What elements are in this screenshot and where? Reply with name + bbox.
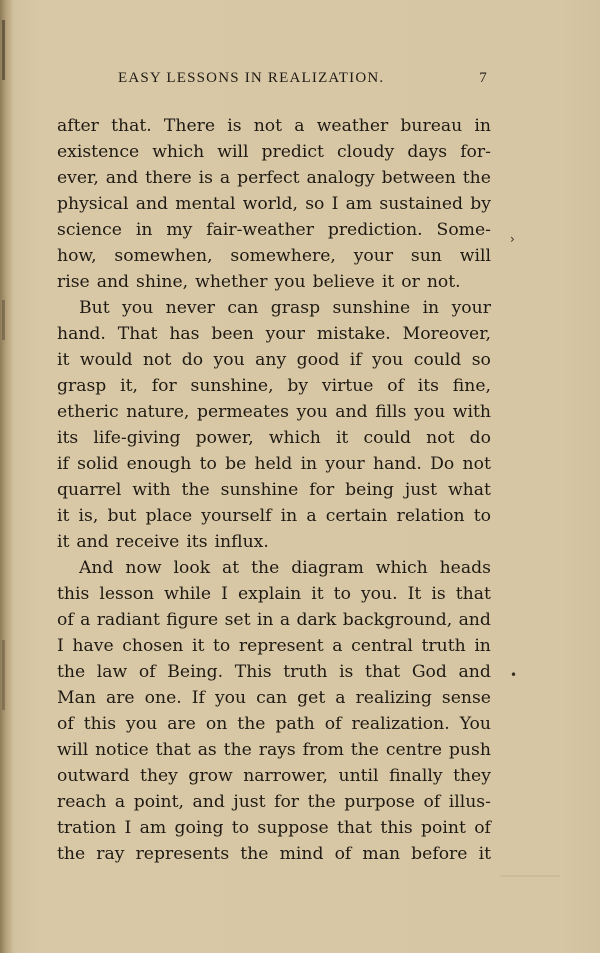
text-line: the ray represents the mind of man before it bbox=[57, 844, 491, 864]
text-line: Man are one. If you can get a realizing sense bbox=[57, 688, 491, 708]
text-line: etheric nature, permeates you and fills you with bbox=[57, 402, 491, 422]
text-line: it and receive its influx. bbox=[57, 532, 269, 552]
text-line: tration I am going to suppose that this point of bbox=[57, 818, 491, 838]
page-edge-shadow bbox=[2, 300, 5, 340]
running-title: EASY LESSONS IN REALIZATION. bbox=[118, 70, 385, 86]
text-line: physical and mental world, so I am sustained by bbox=[57, 194, 491, 214]
text-line: grasp it, for sunshine, by virtue of its fine, bbox=[57, 376, 491, 396]
text-line: how, somewhen, somewhere, your sun will bbox=[57, 246, 491, 266]
paper-stain bbox=[500, 875, 560, 877]
page-edge-shadow bbox=[2, 640, 5, 710]
text-line: existence which will predict cloudy days for- bbox=[57, 142, 491, 162]
text-line: of a radiant figure set in a dark background, and bbox=[57, 610, 491, 630]
text-line: But you never can grasp sunshine in your bbox=[79, 298, 491, 318]
text-line: ever, and there is a perfect analogy between the bbox=[57, 168, 491, 188]
text-line: will notice that as the rays from the centre push bbox=[57, 740, 491, 760]
text-line: I have chosen it to represent a central truth in bbox=[57, 636, 491, 656]
text-line: after that. There is not a weather bureau in bbox=[57, 116, 491, 136]
text-line: this lesson while I explain it to you. It is that bbox=[57, 584, 491, 604]
text-line: it would not do you any good if you could so bbox=[57, 350, 491, 370]
text-line: rise and shine, whether you believe it or not. bbox=[57, 272, 461, 292]
text-line: its life-giving power, which it could not do bbox=[57, 428, 491, 448]
margin-mark: › bbox=[510, 232, 515, 246]
text-line: the law of Being. This truth is that God and bbox=[57, 662, 491, 682]
text-line: outward they grow narrower, until finally they bbox=[57, 766, 491, 786]
text-line: hand. That has been your mistake. Moreover, bbox=[57, 324, 491, 344]
text-line: quarrel with the sunshine for being just what bbox=[57, 480, 491, 500]
margin-mark: • bbox=[510, 668, 518, 682]
text-line: of this you are on the path of realization. You bbox=[57, 714, 491, 734]
page-number: 7 bbox=[479, 70, 488, 86]
body-text bbox=[57, 113, 491, 867]
text-line: reach a point, and just for the purpose of illus- bbox=[57, 792, 491, 812]
page-edge-shadow bbox=[2, 20, 5, 80]
running-header bbox=[104, 70, 494, 92]
text-line: if solid enough to be held in your hand. Do not bbox=[57, 454, 491, 474]
text-line: it is, but place yourself in a certain relation to bbox=[57, 506, 491, 526]
text-line: And now look at the diagram which heads bbox=[79, 558, 491, 578]
text-line: science in my fair-weather prediction. Some- bbox=[57, 220, 491, 240]
